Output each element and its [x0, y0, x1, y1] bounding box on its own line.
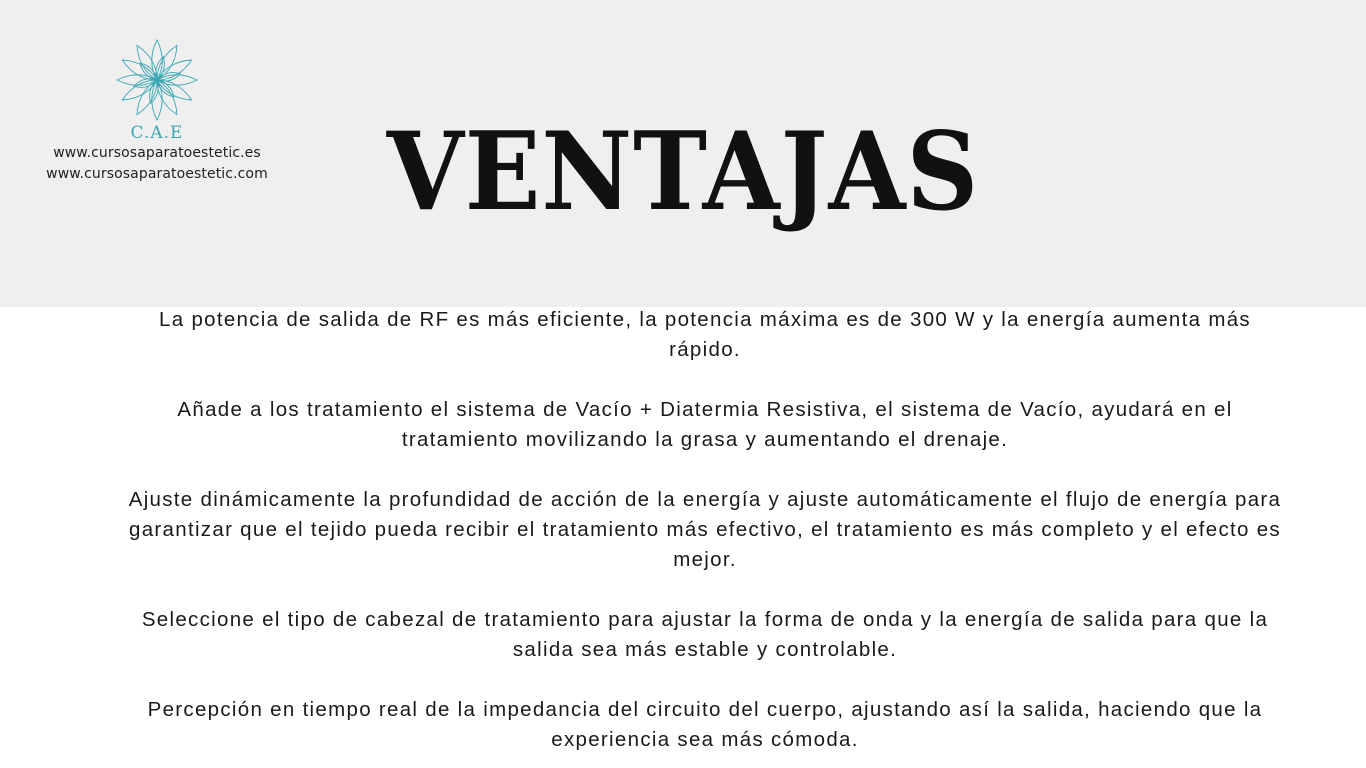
advantage-paragraph: Añade a los tratamiento el sistema de Vacío + Diatermia Resistiva, el sistema de Vacío, ayudará en el tratamiento movilizando la grasa y aumentando el drenaje. [177, 398, 1233, 451]
advantage-paragraph: Percepción en tiempo real de la impedancia del circuito del cuerpo, ajustando así la salida, haciendo que la experiencia sea más cómoda. [147, 698, 1263, 751]
advantage-paragraph: La potencia de salida de RF es más eficiente, la potencia máxima es de 300 W y la energía aumenta más rápido. [159, 308, 1251, 361]
advantage-paragraph: Ajuste dinámicamente la profundidad de acción de la energía y ajuste automáticamente el flujo de energía para garantizar que el tejido pueda recibir el tratamiento más efectivo, el tratamiento es más completo y el efecto es mejor. [128, 488, 1282, 571]
page-title: VENTAJAS [386, 109, 980, 235]
advantages-list [120, 305, 1290, 768]
advantage-paragraph: Seleccione el tipo de cabezal de tratamiento para ajustar la forma de onda y la energía de salida para que la salida sea más estable y controlable. [141, 608, 1269, 661]
lotus-mandala-icon [115, 38, 199, 122]
logo [30, 38, 284, 185]
website-url-com[interactable]: www.cursosaparatoestetic.com [46, 166, 268, 182]
logo-brand-text: C.A.E [130, 123, 184, 143]
website-url-es[interactable]: www.cursosaparatoestetic.es [53, 145, 261, 161]
